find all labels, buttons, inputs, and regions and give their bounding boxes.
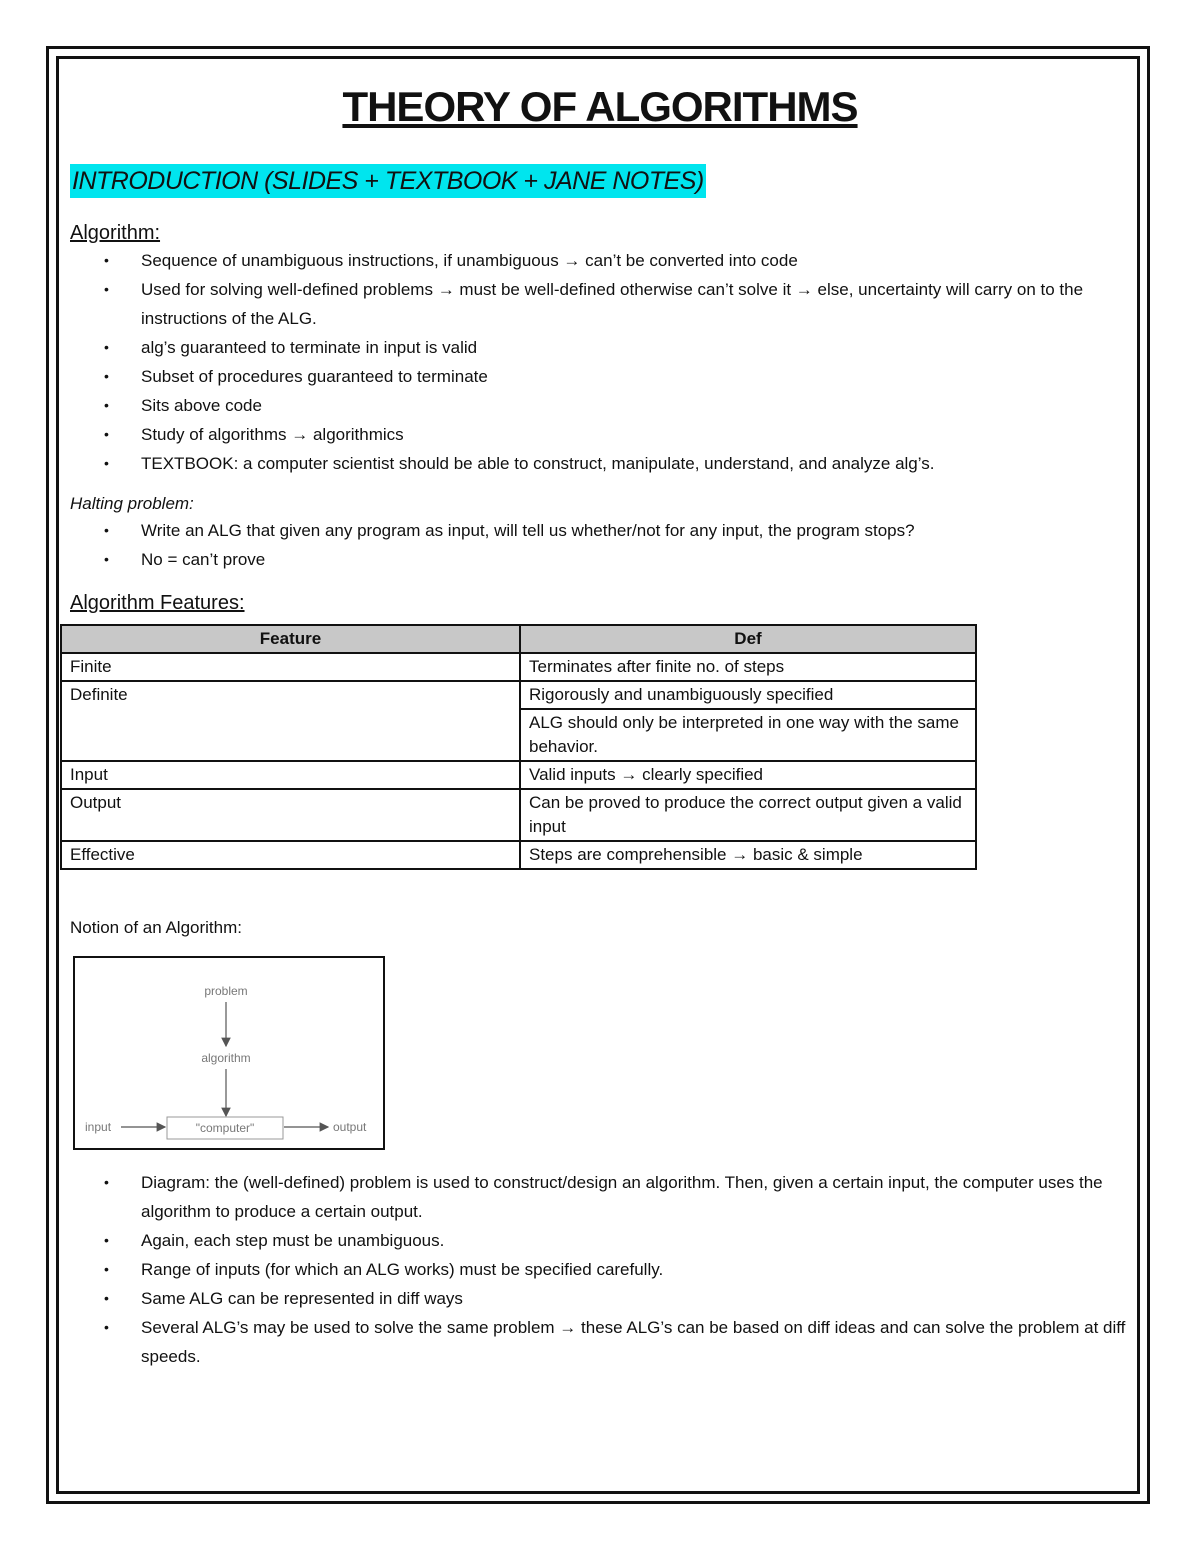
bullet-icon: •	[104, 426, 109, 442]
page-title: THEORY OF ALGORITHMS	[342, 83, 858, 130]
list-item: • Subset of procedures guaranteed to terminate	[70, 362, 1130, 391]
diagram-algorithm-label: algorithm	[201, 1051, 251, 1065]
table-row	[61, 789, 976, 841]
diagram-problem-label: problem	[204, 984, 248, 998]
features-heading: Algorithm Features:	[70, 592, 245, 614]
table-row	[61, 681, 976, 709]
table-row	[61, 761, 976, 789]
feature-cell: Output	[61, 789, 520, 841]
list-item: • Sits above code	[70, 391, 1130, 420]
def-cell: Can be proved to produce the correct output given a valid input	[520, 789, 976, 841]
bullet-icon: •	[104, 368, 109, 384]
notion-heading: Notion of an Algorithm:	[70, 918, 242, 937]
halting-bullet-list	[70, 516, 1130, 574]
def-cell: Steps are comprehensible → basic & simple	[520, 841, 976, 869]
list-item: • Several ALG’s may be used to solve the same problem → these ALG’s can be based on diff ideas and can solve the problem at diff speeds.	[70, 1313, 1130, 1371]
intro-heading: INTRODUCTION (SLIDES + TEXTBOOK + JANE NOTES)	[70, 164, 706, 198]
bullet-icon: •	[104, 281, 109, 297]
list-item: • alg’s guaranteed to terminate in input is valid	[70, 333, 1130, 362]
list-item: • Diagram: the (well-defined) problem is used to construct/design an algorithm. Then, given a certain input, the computer uses the algorithm to produce a certain output.	[70, 1168, 1130, 1226]
def-cell: ALG should only be interpreted in one way with the same behavior.	[520, 709, 976, 761]
bullet-icon: •	[104, 455, 109, 471]
bullet-icon: •	[104, 1174, 109, 1190]
table-row	[61, 841, 976, 869]
algorithm-heading: Algorithm:	[70, 222, 161, 244]
feature-cell: Definite	[61, 681, 520, 761]
bullet-icon: •	[104, 339, 109, 355]
list-item: • Range of inputs (for which an ALG works) must be specified carefully.	[70, 1255, 1130, 1284]
notion-bullet-list	[70, 1168, 1130, 1371]
feature-cell: Finite	[61, 653, 520, 681]
bullet-icon: •	[104, 551, 109, 567]
halting-heading: Halting problem:	[70, 494, 194, 513]
bullet-icon: •	[104, 1290, 109, 1306]
bullet-icon: •	[104, 1319, 109, 1335]
def-cell: Valid inputs → clearly specified	[520, 761, 976, 789]
list-item: • Used for solving well-defined problems → must be well-defined otherwise can’t solve it → else, uncertainty will carry on to the instructions of the ALG.	[70, 275, 1130, 333]
algorithm-diagram-svg	[75, 958, 383, 1148]
bullet-icon: •	[104, 522, 109, 538]
list-item: • Study of algorithms → algorithmics	[70, 420, 1130, 449]
diagram-input-label: input	[85, 1120, 112, 1134]
bullet-icon: •	[104, 397, 109, 413]
list-item: • Sequence of unambiguous instructions, if unambiguous → can’t be converted into code	[70, 246, 1130, 275]
def-cell: Rigorously and unambiguously specified	[520, 681, 976, 709]
feature-cell: Input	[61, 761, 520, 789]
feature-cell: Effective	[61, 841, 520, 869]
list-item: • TEXTBOOK: a computer scientist should be able to construct, manipulate, understand, and analyze alg’s.	[70, 449, 1130, 478]
diagram-output-label: output	[333, 1120, 367, 1134]
algorithm-bullet-list	[70, 246, 1130, 478]
bullet-icon: •	[104, 1261, 109, 1277]
list-item: • Write an ALG that given any program as input, will tell us whether/not for any input, the program stops?	[70, 516, 1130, 545]
bullet-icon: •	[104, 1232, 109, 1248]
algorithm-diagram	[73, 956, 385, 1150]
table-row	[61, 653, 976, 681]
column-header-def: Def	[520, 625, 976, 653]
bullet-icon: •	[104, 252, 109, 268]
list-item: • Again, each step must be unambiguous.	[70, 1226, 1130, 1255]
diagram-computer-label: "computer"	[195, 1121, 255, 1135]
features-table	[60, 624, 977, 870]
column-header-feature: Feature	[61, 625, 520, 653]
list-item: • Same ALG can be represented in diff ways	[70, 1284, 1130, 1313]
list-item: • No = can’t prove	[70, 545, 1130, 574]
document-content	[70, 78, 1130, 1371]
table-header-row	[61, 625, 976, 653]
def-cell: Terminates after finite no. of steps	[520, 653, 976, 681]
